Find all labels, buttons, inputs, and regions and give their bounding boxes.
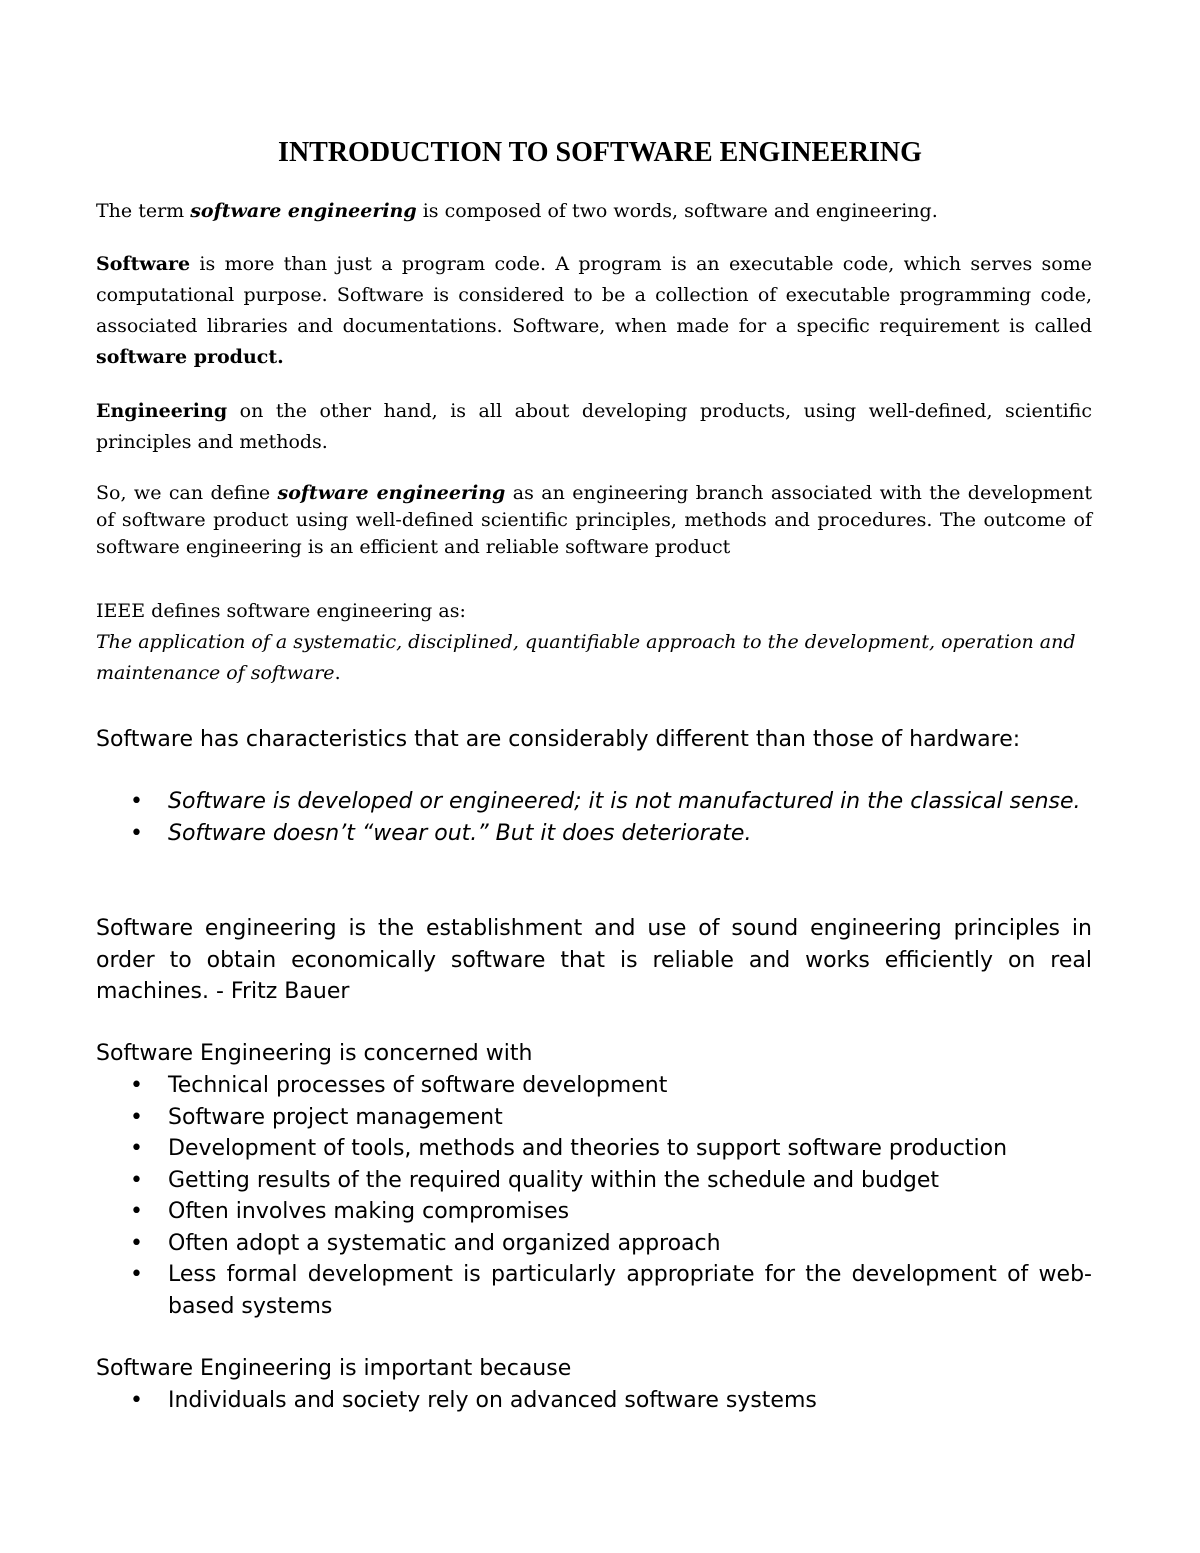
define-post: as an engineering branch associated with the development of software product using well-defined scientific principles, methods and procedures. The outcome of software engineering is an efficient and reliable software product — [96, 482, 1092, 558]
bullet-icon: • — [130, 1199, 143, 1224]
list-item — [96, 1196, 1092, 1228]
page-title: INTRODUCTION TO SOFTWARE ENGINEERING — [278, 137, 922, 168]
bullet-icon: • — [130, 820, 143, 846]
software-paragraph — [96, 249, 1092, 373]
list-item — [96, 1070, 1092, 1102]
intro-post: is composed of two words, software and engineering. — [416, 200, 938, 222]
list-item-text: Software project management — [168, 1104, 503, 1130]
list-item — [96, 818, 1092, 850]
list-item — [96, 1385, 1092, 1417]
list-item-text: Getting results of the required quality within the schedule and budget — [168, 1167, 940, 1193]
list-item — [96, 1133, 1092, 1165]
characteristics-heading: Software has characteristics that are considerably different than those of hardware: — [96, 727, 1021, 752]
list-item-text: Software doesn’t “wear out.” But it does deteriorate. — [168, 820, 752, 846]
bullet-icon: • — [130, 1262, 143, 1287]
ieee-heading: IEEE defines software engineering as: — [96, 600, 466, 622]
ieee-quote-line — [96, 627, 1092, 689]
ieee-definition — [96, 596, 1092, 689]
engineering-paragraph — [96, 396, 1092, 458]
important-list — [96, 1385, 1092, 1417]
list-item-text: Individuals and society rely on advanced software systems — [168, 1388, 817, 1413]
bullet-icon: • — [130, 1136, 143, 1161]
intro-pre: The term — [96, 200, 191, 222]
engineering-text: on the other hand, is all about developing products, using well-defined, scientific principles and methods. — [96, 400, 1092, 453]
important-heading: Software Engineering is important because — [96, 1356, 572, 1381]
ieee-quote: The application of a systematic, disciplined, quantifiable approach to the development, operation and maintenance of software — [96, 631, 1076, 684]
bullet-icon: • — [130, 1073, 143, 1098]
define-pre: So, we can define — [96, 482, 278, 504]
list-item — [96, 1102, 1092, 1134]
ieee-quote-end: . — [334, 662, 341, 684]
list-item-text: Less formal development is particularly appropriate for the development of web-based systems — [168, 1262, 1092, 1319]
bauer-quote: Software engineering is the establishment and use of sound engineering principles in order to obtain economically software that is reliable and works efficiently on real machines. - Fritz Bauer — [96, 916, 1092, 1004]
list-item-text: Development of tools, methods and theories to support software production — [168, 1136, 1008, 1161]
list-item — [96, 786, 1092, 818]
bullet-icon: • — [130, 1167, 143, 1193]
intro-term: software engineering — [190, 200, 417, 222]
bullet-icon: • — [130, 1388, 143, 1413]
software-text: is more than just a program code. A program is an executable code, which serves some computational purpose. Software is considered to be a collection of executable programming code, associated libraries and documentations. Software, when made for a specific requirement is called — [96, 253, 1092, 337]
list-item — [96, 1228, 1092, 1260]
intro-paragraph — [96, 196, 1092, 227]
characteristics-list — [96, 786, 1092, 849]
concerned-heading: Software Engineering is concerned with — [96, 1041, 533, 1066]
list-item — [96, 1259, 1092, 1322]
bullet-icon: • — [130, 1230, 143, 1256]
bullet-icon: • — [130, 789, 143, 814]
software-product-term: software product. — [96, 346, 284, 368]
list-item — [96, 1165, 1092, 1197]
list-item-text: Technical processes of software development — [168, 1073, 668, 1098]
define-term: software engineering — [277, 482, 506, 504]
engineering-term: Engineering — [96, 400, 228, 422]
concerned-list — [96, 1070, 1092, 1322]
define-paragraph — [96, 480, 1092, 561]
bullet-icon: • — [130, 1104, 143, 1130]
software-term: Software — [96, 253, 191, 275]
list-item-text: Often involves making compromises — [168, 1199, 570, 1224]
list-item-text: Often adopt a systematic and organized approach — [168, 1230, 721, 1256]
list-item-text: Software is developed or engineered; it is not manufactured in the classical sense. — [168, 789, 1081, 814]
